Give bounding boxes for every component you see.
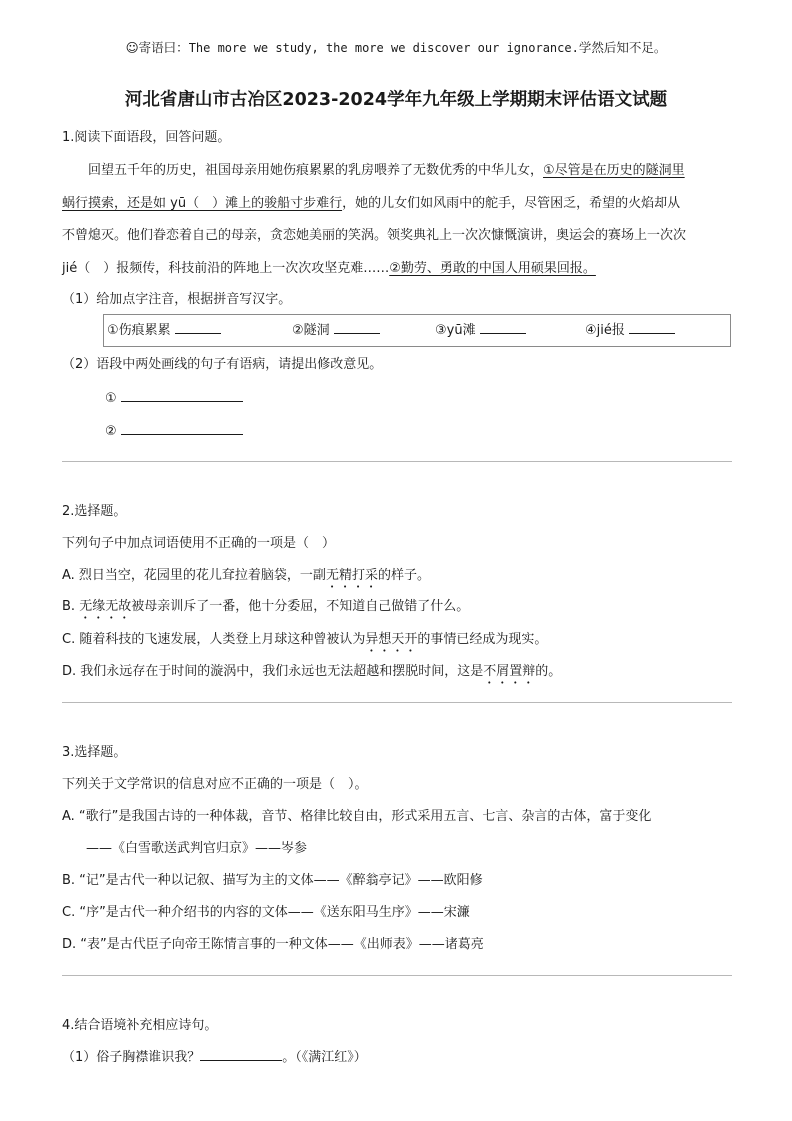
- q2-option-d-text: D. 我们永远存在于时间的漩涡中，我们永远也无法超越和摆脱时间，这是: [62, 664, 484, 679]
- q1-heading: 1.阅读下面语段，回答问题。: [62, 130, 231, 145]
- divider: [62, 702, 732, 703]
- q2-option-a[interactable]: [62, 566, 430, 586]
- motto-english: The more we study, the more we discover our ignorance.: [188, 41, 579, 55]
- q2-heading: 2.选择题。: [62, 504, 127, 519]
- q1-box-blank-2[interactable]: [334, 321, 380, 334]
- q1-box-blank-1[interactable]: [175, 321, 221, 334]
- q4-sub1-source: 。（《满江红》）: [282, 1050, 367, 1065]
- q1-box-label-4: ④jié报: [585, 323, 625, 338]
- q3-option-d[interactable]: D. “表”是古代臣子向帝王陈情言事的一种文体——《出师表》——诸葛亮: [62, 937, 484, 952]
- q4-sub1-text: （1）俗子胸襟谁识我？: [62, 1050, 201, 1065]
- q2-option-d-tail: 的。: [535, 664, 562, 679]
- q2-option-b-tail: 被母亲训斥了一番，他十分委屈，不知道自己做错了什么。: [131, 599, 470, 614]
- q1-sub2: （2）语段中两处画线的句子有语病，请提出修改意见。: [62, 357, 383, 372]
- q4-sub1-blank[interactable]: [200, 1048, 282, 1061]
- q1-box-item-4: [585, 321, 675, 341]
- q3-option-b[interactable]: B. “记”是古代一种以记叙、描写为主的文体——《醉翁亭记》——欧阳修: [62, 873, 483, 888]
- q2-option-a-tail: 的样子。: [377, 568, 430, 583]
- q2-option-b[interactable]: [62, 597, 469, 617]
- q2-option-a-dotted: 无精打采: [325, 568, 378, 583]
- q1-box-label-1: ①伤痕累累: [107, 323, 171, 338]
- q3-option-a[interactable]: A. “歌行”是我国古诗的一种体裁，音节、格律比较自由，形式采用五言、七言、杂言的古体，富于变化: [62, 809, 652, 824]
- q1-passage-line-3: 不曾熄灭。他们眷恋着自己的母亲，贪恋她美丽的笑涡。领奖典礼上一次次慷慨演讲，奥运会的赛场上一次次: [62, 228, 687, 243]
- q2-option-c-text: C. 随着科技的飞速发展，人类登上月球这种曾被认为: [62, 632, 366, 647]
- q1-p2-text: ，她的儿女们如风雨中的舵手，尽管困乏，希望的火焰却从: [342, 196, 681, 211]
- q1-passage-line-4: [62, 259, 596, 279]
- q3-option-c[interactable]: C. “序”是古代一种介绍书的内容的文体——《送东阳马生序》——宋濂: [62, 905, 470, 920]
- motto: [0, 38, 792, 56]
- q1-p4-text: jié（ ）报频传，科技前沿的阵地上一次次攻坚克难……: [62, 261, 390, 276]
- motto-chinese: 学然后知不足。: [578, 40, 667, 55]
- q2-option-d[interactable]: [62, 662, 561, 682]
- q1-passage-line-2: [62, 194, 680, 214]
- q4-sub1: [62, 1048, 367, 1068]
- q3-option-a-continued: ——《白雪歌送武判官归京》——岑参: [86, 841, 308, 856]
- q3-heading: 3.选择题。: [62, 745, 127, 760]
- divider: [62, 461, 732, 462]
- page-title: 河北省唐山市古冶区2023-2024学年九年级上学期期末评估语文试题: [124, 90, 668, 110]
- q1-answer-1: [105, 389, 243, 409]
- q1-box-label-2: ②隧洞: [292, 323, 330, 338]
- q1-underlined-sentence-1b: 蜗行摸索，还是如 yū（ ）滩上的骏船寸步难行: [62, 196, 343, 211]
- q1-underlined-sentence-2: ②勤劳、勇敢的中国人用硕果回报。: [389, 261, 596, 276]
- motto-prefix: ☺寄语曰：: [125, 40, 189, 55]
- q1-box-item-1: [107, 321, 221, 341]
- q2-option-d-dotted: 不屑置辩: [483, 664, 536, 679]
- q1-box-item-3: [435, 321, 526, 341]
- q1-answer-2-label: ②: [105, 424, 117, 439]
- q1-answer-2-blank[interactable]: [121, 422, 243, 435]
- q3-stem: 下列关于文学常识的信息对应不正确的一项是（ ）。: [62, 777, 368, 792]
- q2-option-b-text: B.: [62, 599, 80, 614]
- q4-heading: 4.结合语境补充相应诗句。: [62, 1018, 218, 1033]
- q1-underlined-sentence-1a: ①尽管是在历史的隧洞里: [543, 163, 685, 178]
- q2-option-c-dotted: 异想天开: [365, 632, 418, 647]
- divider: [62, 975, 732, 976]
- q1-box-blank-3[interactable]: [480, 321, 526, 334]
- q2-option-c[interactable]: [62, 630, 547, 650]
- q1-p1-text: 回望五千年的历史，祖国母亲用她伤痕累累的乳房喂养了无数优秀的中华儿女，: [88, 163, 544, 178]
- q1-answer-1-blank[interactable]: [121, 389, 243, 402]
- q1-box-item-2: [292, 321, 380, 341]
- q2-option-a-text: A. 烈日当空，花园里的花儿耷拉着脑袋，一副: [62, 568, 326, 583]
- q1-passage-line-1: [88, 161, 685, 181]
- q2-option-c-tail: 的事情已经成为现实。: [417, 632, 548, 647]
- q1-answer-1-label: ①: [105, 391, 117, 406]
- q1-box-label-3: ③yū滩: [435, 323, 476, 338]
- q1-answer-2: [105, 422, 243, 442]
- q1-box-blank-4[interactable]: [629, 321, 675, 334]
- q1-sub1: （1）给加点字注音，根据拼音写汉字。: [62, 292, 292, 307]
- q2-stem: 下列句子中加点词语使用不正确的一项是（ ）: [62, 536, 336, 551]
- q2-option-b-dotted: 无缘无故: [79, 599, 132, 614]
